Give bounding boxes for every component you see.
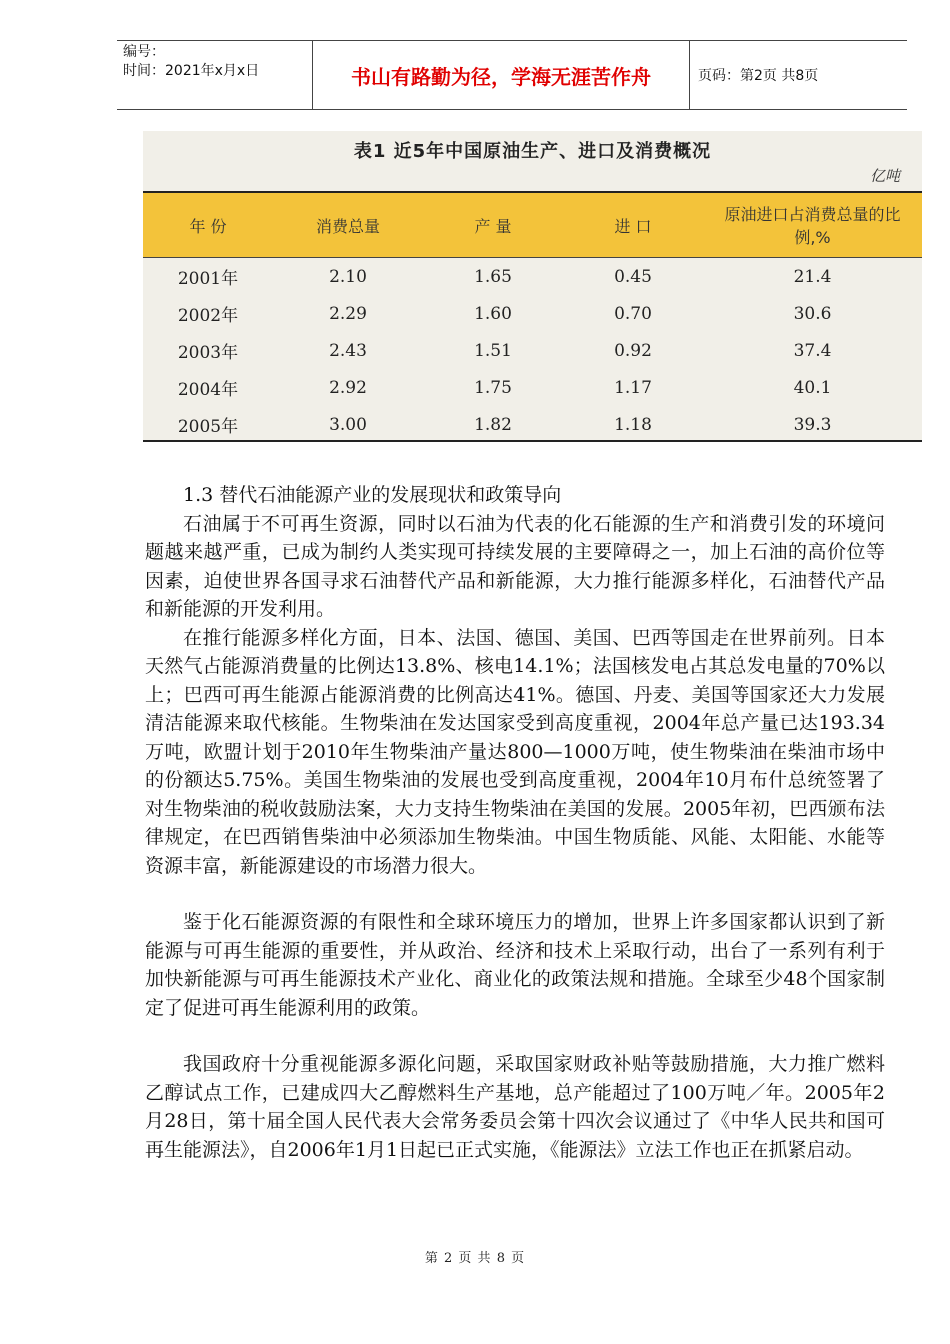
header-import-ratio: 原油进口占消费总量的比例,% bbox=[724, 205, 901, 247]
table-row bbox=[143, 258, 922, 295]
cell-import: 0.92 bbox=[614, 340, 652, 361]
header-meta bbox=[117, 41, 313, 109]
time-label: 时间：2021年x月x日 bbox=[123, 63, 260, 79]
header-page-info: 页码：第2页 共8页 bbox=[698, 68, 819, 84]
cell-consumption: 2.92 bbox=[329, 377, 367, 398]
cell-production: 1.82 bbox=[474, 414, 512, 435]
table-row bbox=[143, 369, 922, 406]
cell-consumption: 3.00 bbox=[329, 414, 367, 435]
cell-year: 2005年 bbox=[177, 417, 239, 437]
table-row bbox=[143, 406, 922, 443]
page-footer: 第 2 页 共 8 页 bbox=[424, 1251, 526, 1266]
cell-ratio: 30.6 bbox=[793, 303, 832, 324]
cell-import: 1.18 bbox=[614, 414, 652, 435]
cell-production: 1.65 bbox=[474, 266, 512, 287]
cell-production: 1.60 bbox=[474, 303, 512, 324]
cell-consumption: 2.29 bbox=[329, 303, 367, 324]
cell-year: 2001年 bbox=[177, 269, 239, 289]
cell-consumption: 2.10 bbox=[329, 266, 367, 287]
header-year: 年 份 bbox=[189, 216, 227, 236]
table-bottom-rule bbox=[143, 440, 922, 442]
table-unit: 亿吨 bbox=[869, 167, 900, 185]
table-row bbox=[143, 332, 922, 369]
header-consumption: 消费总量 bbox=[315, 216, 380, 236]
oil-table-figure bbox=[143, 131, 922, 442]
cell-import: 0.45 bbox=[614, 266, 652, 287]
cell-year: 2004年 bbox=[177, 380, 239, 400]
number-label: 编号： bbox=[123, 44, 165, 60]
table-title: 表1 近5年中国原油生产、进口及消费概况 bbox=[353, 141, 712, 162]
paragraph-3: 鉴于化石能源资源的有限性和全球环境压力的增加，世界上许多国家都认识到了新能源与可再生能源的重要性，并从政治、经济和技术上采取行动，出台了一系列有利于加快新能源与可再生能源技术产业化、商业化的政策法规和措施。全球至少48个国家制定了促进可再生能源利用的政策。 bbox=[145, 911, 885, 1019]
paragraph-spacer bbox=[145, 880, 885, 908]
cell-ratio: 37.4 bbox=[793, 340, 832, 361]
paragraph-1: 石油属于不可再生资源，同时以石油为代表的化石能源的生产和消费引发的环境问题越来越严重，已成为制约人类实现可持续发展的主要障碍之一，加上石油的高价位等因素，迫使世界各国寻求石油替代产品和新能源，大力推行能源多样化，石油替代产品和新能源的开发利用。 bbox=[145, 512, 885, 620]
paragraph-4: 我国政府十分重视能源多源化问题，采取国家财政补贴等鼓励措施，大力推广燃料乙醇试点工作，已建成四大乙醇燃料生产基地，总产能超过了100万吨／年。2005年2月28日，第十届全国人民代表大会常务委员会第十四次会议通过了《中华人民共和国可再生能源法》，自2006年1月1日起已正式实施，《能源法》立法工作也正在抓紧启动。 bbox=[145, 1053, 885, 1161]
header-import: 进 口 bbox=[614, 216, 652, 236]
header-production: 产 量 bbox=[474, 216, 512, 236]
cell-consumption: 2.43 bbox=[329, 340, 367, 361]
cell-ratio: 21.4 bbox=[793, 266, 832, 287]
table-body bbox=[143, 258, 922, 443]
cell-production: 1.51 bbox=[474, 340, 512, 361]
cell-year: 2003年 bbox=[177, 343, 239, 363]
table-row bbox=[143, 295, 922, 332]
header-motto: 书山有路勤为径，学海无涯苦作舟 bbox=[313, 41, 690, 109]
cell-import: 0.70 bbox=[614, 303, 652, 324]
section-heading: 1.3 替代石油能源产业的发展现状和政策导向 bbox=[183, 484, 562, 506]
cell-ratio: 39.3 bbox=[793, 414, 832, 435]
cell-production: 1.75 bbox=[474, 377, 512, 398]
table-header-row bbox=[143, 191, 922, 258]
cell-year: 2002年 bbox=[177, 306, 239, 326]
paragraph-2: 在推行能源多样化方面，日本、法国、德国、美国、巴西等国走在世界前列。日本天然气占能源消费量的比例达13.8%、核电14.1%；法国核发电占其总发电量的70%以上；巴西可再生能源占能源消费的比例高达41%。德国、丹麦、美国等国家还大力发展清洁能源来取代核能。生物柴油在发达国家受到高度重视，2004年总产量已达193.34万吨，欧盟计划于2010年生物柴油产量达800—1000万吨，使生物柴油在柴油市场中的份额达5.75%。美国生物柴油的发展也受到高度重视，2004年10月布什总统签署了对生物柴油的税收鼓励法案，大力支持生物柴油在美国的发展。2005年初，巴西颁布法律规定，在巴西销售柴油中必须添加生物柴油。中国生物质能、风能、太阳能、水能等资源丰富，新能源建设的市场潜力很大。 bbox=[145, 626, 885, 877]
page-header bbox=[117, 40, 907, 110]
cell-import: 1.17 bbox=[614, 377, 652, 398]
paragraph-spacer bbox=[145, 1022, 885, 1050]
cell-ratio: 40.1 bbox=[793, 377, 832, 398]
article-body bbox=[145, 481, 885, 1164]
